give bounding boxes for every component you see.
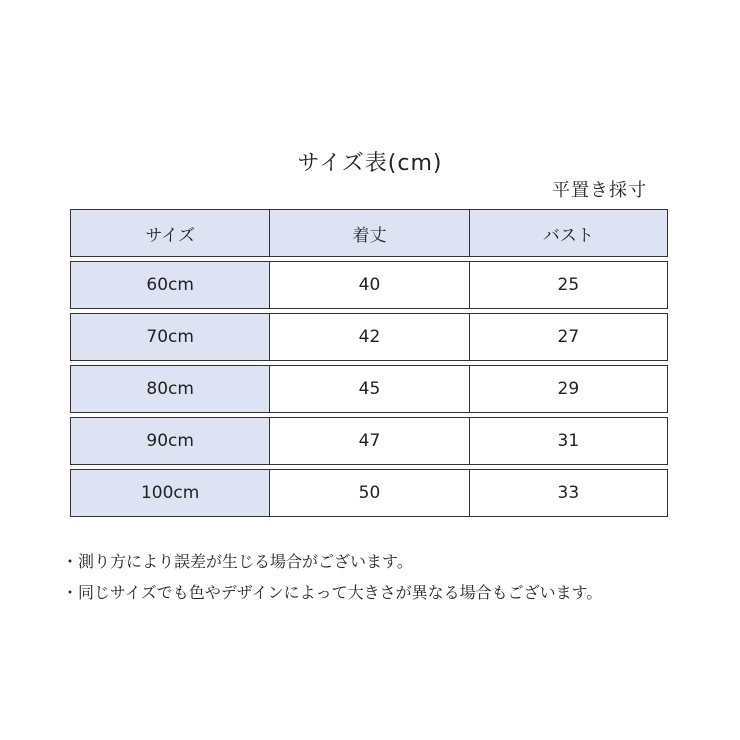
row-bust: 25 xyxy=(469,261,668,309)
table-row xyxy=(70,313,668,361)
row-bust: 27 xyxy=(469,313,668,361)
row-size: 60cm xyxy=(70,261,269,309)
row-bust: 31 xyxy=(469,417,668,465)
table-header-row xyxy=(70,209,668,257)
note-measurement-error: ・測り方により誤差が生じる場合がございます。 xyxy=(62,552,413,571)
table-row xyxy=(70,261,668,309)
notes xyxy=(62,546,602,608)
row-bust: 33 xyxy=(469,469,668,517)
note-size-variation: ・同じサイズでも色やデザインによって大きさが異なる場合もございます。 xyxy=(62,583,603,602)
page-title: サイズ表(cm) xyxy=(297,151,443,176)
table-row xyxy=(70,469,668,517)
row-size: 70cm xyxy=(70,313,269,361)
header-size: サイズ xyxy=(70,209,269,257)
row-size: 100cm xyxy=(70,469,269,517)
row-size: 80cm xyxy=(70,365,269,413)
row-size: 90cm xyxy=(70,417,269,465)
table-row xyxy=(70,417,668,465)
row-length: 47 xyxy=(269,417,468,465)
header-bust: バスト xyxy=(469,209,668,257)
row-length: 45 xyxy=(269,365,468,413)
row-length: 42 xyxy=(269,313,468,361)
size-table xyxy=(70,205,668,521)
measure-method-label: 平置き採寸 xyxy=(552,180,647,201)
row-bust: 29 xyxy=(469,365,668,413)
table-row xyxy=(70,365,668,413)
row-length: 50 xyxy=(269,469,468,517)
row-length: 40 xyxy=(269,261,468,309)
header-length: 着丈 xyxy=(269,209,468,257)
